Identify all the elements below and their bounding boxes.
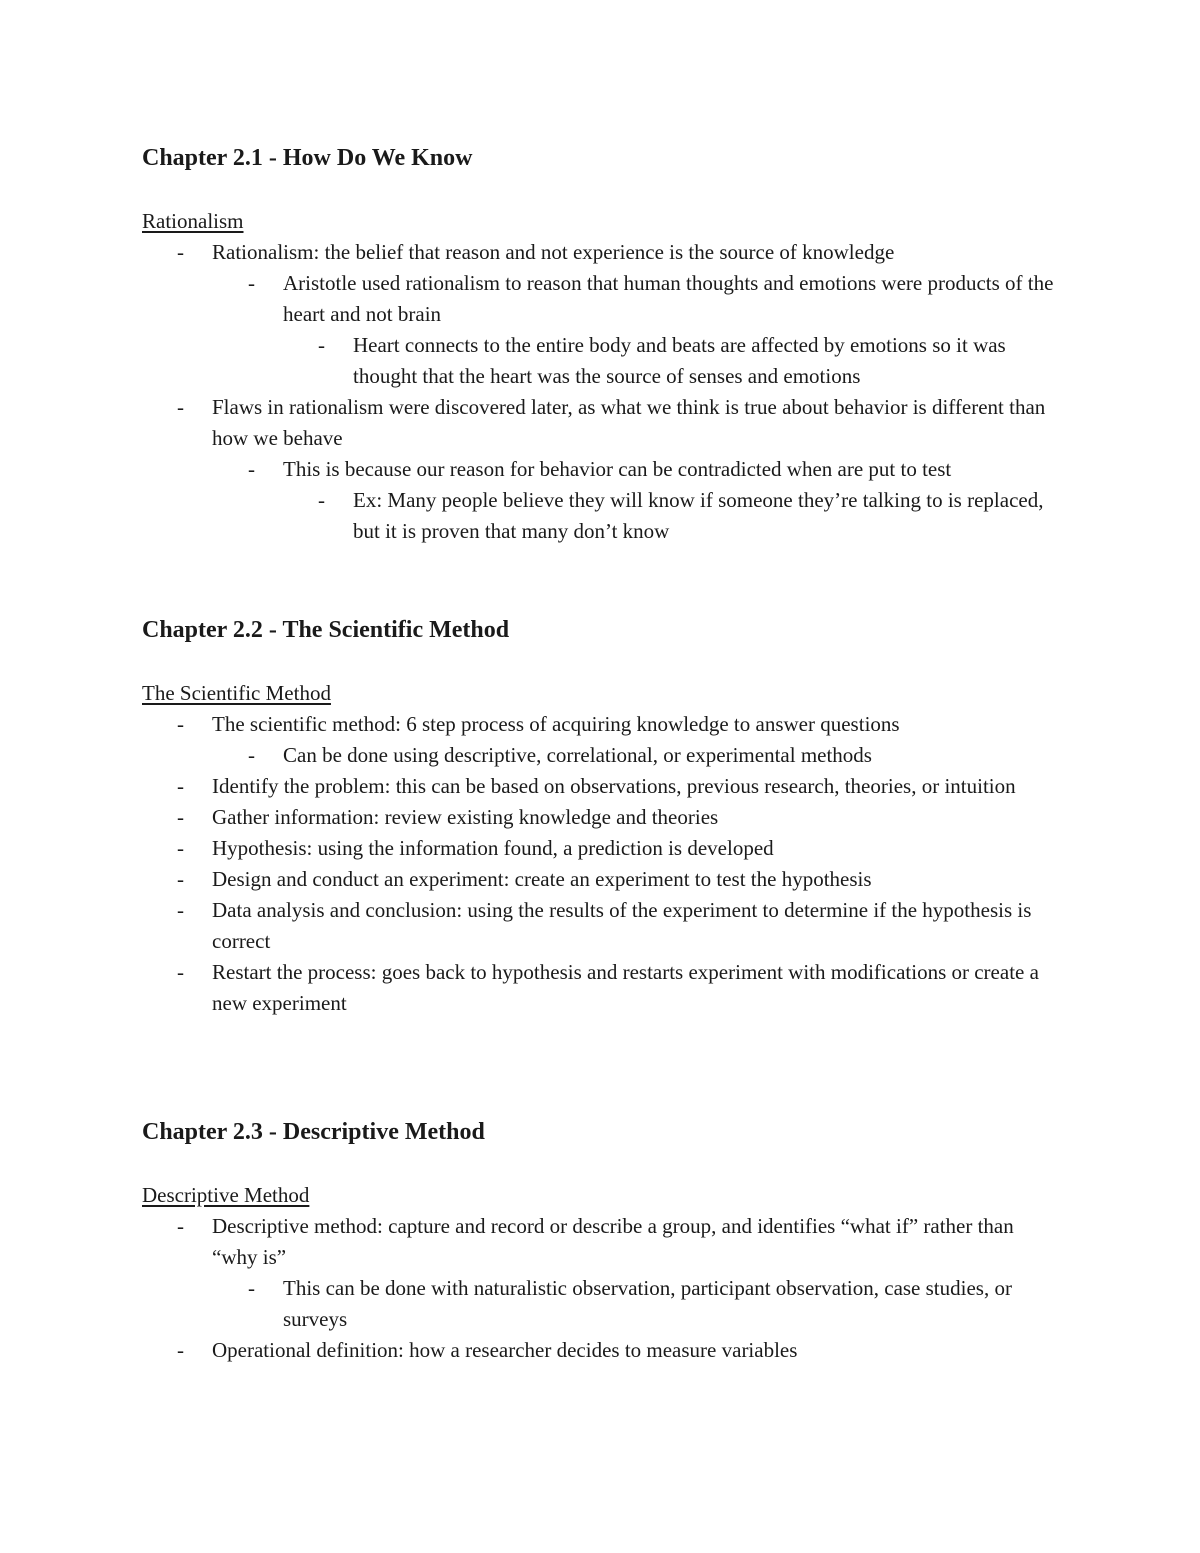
dash-bullet: - [248, 271, 255, 295]
chapter-title: Chapter 2.2 - The Scientific Method [142, 617, 510, 643]
list-item [318, 485, 1062, 547]
chapter-2-3 [142, 1117, 1062, 1366]
chapter-2-1 [142, 143, 1062, 547]
list-item [177, 1211, 1062, 1273]
list-item-text: Hypothesis: using the information found, a prediction is developed [212, 836, 774, 860]
list-item-text: This is because our reason for behavior can be contradicted when are put to test [283, 457, 952, 481]
list-item-text: Ex: Many people believe they will know if someone they’re talking to is replaced, but it is proven that many don’t know [353, 488, 1044, 543]
list-item-text: Flaws in rationalism were discovered later, as what we think is true about behavior is different than how we behave [212, 395, 1046, 450]
list-item-text: Design and conduct an experiment: create an experiment to test the hypothesis [212, 867, 872, 891]
list-item-text: Gather information: review existing knowledge and theories [212, 805, 719, 829]
list-item-text: Operational definition: how a researcher decides to measure variables [212, 1338, 798, 1362]
list-item-text: Aristotle used rationalism to reason that human thoughts and emotions were products of the heart and not brain [283, 271, 1054, 326]
dash-bullet: - [318, 333, 325, 357]
list-item [177, 833, 1062, 864]
dash-bullet: - [177, 836, 184, 860]
dash-bullet: - [177, 774, 184, 798]
list-item [177, 957, 1062, 1019]
dash-bullet: - [318, 488, 325, 512]
dash-bullet: - [248, 743, 255, 767]
list-item [248, 454, 1062, 485]
notes-list [142, 709, 1062, 1019]
chapter-title: Chapter 2.3 - Descriptive Method [142, 1119, 485, 1145]
list-item-text: Rationalism: the belief that reason and not experience is the source of knowledge [212, 240, 895, 264]
list-item [177, 1335, 1062, 1366]
list-item [177, 392, 1062, 454]
list-item [248, 1273, 1062, 1335]
chapter-title: Chapter 2.1 - How Do We Know [142, 145, 473, 171]
section-heading: The Scientific Method [142, 681, 331, 705]
dash-bullet: - [177, 898, 184, 922]
dash-bullet: - [177, 240, 184, 264]
list-item [177, 802, 1062, 833]
list-item-text: Identify the problem: this can be based on observations, previous research, theories, or intuition [212, 774, 1016, 798]
dash-bullet: - [177, 867, 184, 891]
list-item [177, 895, 1062, 957]
dash-bullet: - [248, 457, 255, 481]
list-item-text: Data analysis and conclusion: using the results of the experiment to determine if the hypothesis is correct [212, 898, 1032, 953]
list-item [248, 268, 1062, 330]
section-heading: Descriptive Method [142, 1183, 310, 1207]
list-item-text: Restart the process: goes back to hypothesis and restarts experiment with modifications or create a new experiment [212, 960, 1039, 1015]
chapter-2-2 [142, 615, 1062, 1019]
dash-bullet: - [177, 712, 184, 736]
dash-bullet: - [177, 1338, 184, 1362]
list-item-text: Descriptive method: capture and record or describe a group, and identifies “what if” rather than “why is” [212, 1214, 1014, 1269]
dash-bullet: - [177, 395, 184, 419]
list-item [177, 237, 1062, 268]
list-item-text: The scientific method: 6 step process of acquiring knowledge to answer questions [212, 712, 900, 736]
list-item [318, 330, 1062, 392]
dash-bullet: - [248, 1276, 255, 1300]
dash-bullet: - [177, 1214, 184, 1238]
list-item [248, 740, 1062, 771]
notes-list [142, 1211, 1062, 1366]
list-item-text: Heart connects to the entire body and beats are affected by emotions so it was thought that the heart was the source of senses and emotions [353, 333, 1006, 388]
list-item [177, 771, 1062, 802]
list-item-text: This can be done with naturalistic observation, participant observation, case studies, or surveys [283, 1276, 1012, 1331]
section-heading: Rationalism [142, 209, 244, 233]
list-item [177, 709, 1062, 740]
dash-bullet: - [177, 960, 184, 984]
list-item [177, 864, 1062, 895]
notes-list [142, 237, 1062, 547]
dash-bullet: - [177, 805, 184, 829]
list-item-text: Can be done using descriptive, correlational, or experimental methods [283, 743, 872, 767]
